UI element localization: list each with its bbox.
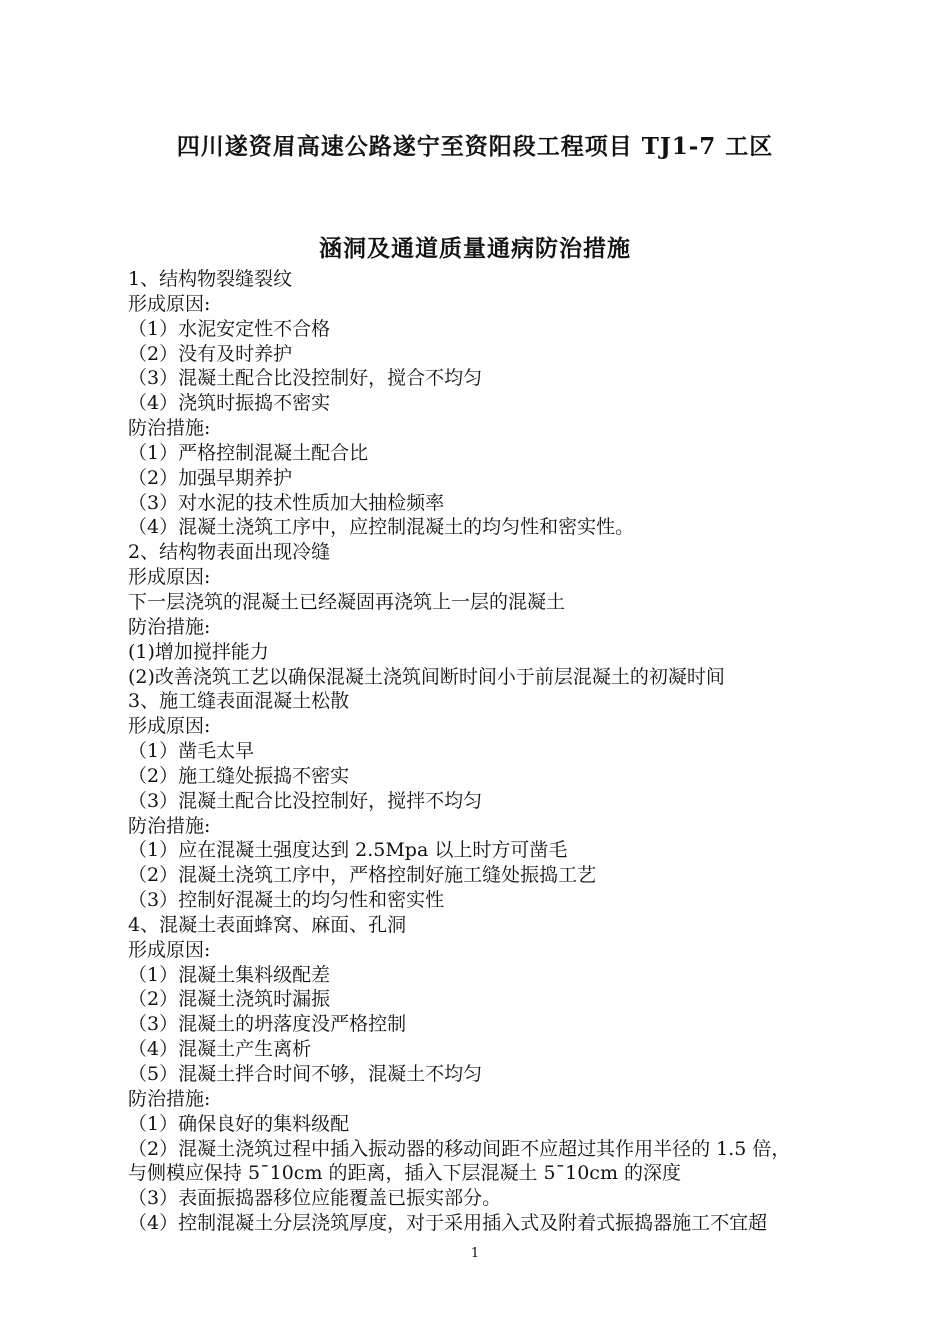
text-line: （1）应在混凝土强度达到 2.5Mpa 以上时方可凿毛 [128, 839, 568, 862]
text-line: 防治措施: [128, 615, 211, 638]
text-line: 形成原因: [128, 566, 211, 589]
text-line: （4）控制混凝土分层浇筑厚度，对于采用插入式及附着式振捣器施工不宜超 [128, 1212, 768, 1235]
text-line: （1）混凝土集料级配差 [128, 963, 331, 986]
text-line: （3）混凝土配合比没控制好，搅拌不均匀 [128, 789, 483, 812]
text-line: （2）混凝土浇筑时漏振 [128, 988, 331, 1011]
text-line: 形成原因: [128, 292, 211, 315]
text-line: （3）表面振捣器移位应能覆盖已振实部分。 [128, 1187, 502, 1210]
text-line: （1）确保良好的集料级配 [128, 1112, 350, 1135]
text-line: 2、结构物表面出现冷缝 [128, 541, 331, 564]
text-line: 下一层浇筑的混凝土已经凝固再浇筑上一层的混凝土 [128, 590, 566, 613]
text-line: (1)增加搅拌能力 [128, 640, 269, 663]
text-line: (2)改善浇筑工艺以确保混凝土浇筑间断时间小于前层混凝土的初凝时间 [128, 665, 725, 688]
text-line: 形成原因: [128, 715, 211, 738]
text-line: 与侧模应保持 5¯10cm 的距离，插入下层混凝土 5¯10cm 的深度 [128, 1162, 682, 1185]
document-title: 四川遂资眉高速公路遂宁至资阳段工程项目 TJ1-7 工区 [176, 133, 774, 160]
text-line: 1、结构物裂缝裂纹 [128, 268, 293, 290]
text-line: （1）凿毛太早 [128, 740, 255, 763]
text-line: （2）加强早期养护 [128, 466, 293, 489]
text-line: （2）施工缝处振捣不密实 [128, 764, 350, 787]
document-subtitle: 涵洞及通道质量通病防治措施 [319, 235, 631, 262]
text-line: （3）混凝土的坍落度没严格控制 [128, 1013, 407, 1036]
text-line: 形成原因: [128, 938, 211, 961]
text-line: （1）水泥安定性不合格 [128, 317, 331, 340]
text-line: （2）混凝土浇筑工序中，严格控制好施工缝处振捣工艺 [128, 864, 597, 887]
page-number: 1 [470, 1246, 480, 1261]
text-line: （1）严格控制混凝土配合比 [128, 441, 369, 464]
text-line: （4）混凝土浇筑工序中，应控制混凝土的均匀性和密实性。 [128, 516, 635, 539]
text-line: （3）对水泥的技术性质加大抽检频率 [128, 491, 445, 514]
text-line: （2）混凝土浇筑过程中插入振动器的移动间距不应超过其作用半径的 1.5 倍， [128, 1137, 791, 1160]
document-body [128, 267, 878, 1236]
text-line: 4、混凝土表面蜂窝、麻面、孔洞 [128, 913, 407, 936]
text-line: （5）混凝土拌合时间不够，混凝土不均匀 [128, 1063, 483, 1085]
text-line: （4）浇筑时振捣不密实 [128, 392, 331, 415]
text-line: （4）混凝土产生离析 [128, 1038, 312, 1061]
text-line: 防治措施: [128, 1087, 211, 1110]
text-line: 3、施工缝表面混凝土松散 [128, 690, 350, 713]
text-line: （3）混凝土配合比没控制好，搅合不均匀 [128, 367, 483, 390]
text-line: 防治措施: [128, 417, 211, 440]
text-line: （2）没有及时养护 [128, 342, 293, 365]
text-line: （3）控制好混凝土的均匀性和密实性 [128, 889, 445, 912]
text-line: 防治措施: [128, 814, 211, 837]
